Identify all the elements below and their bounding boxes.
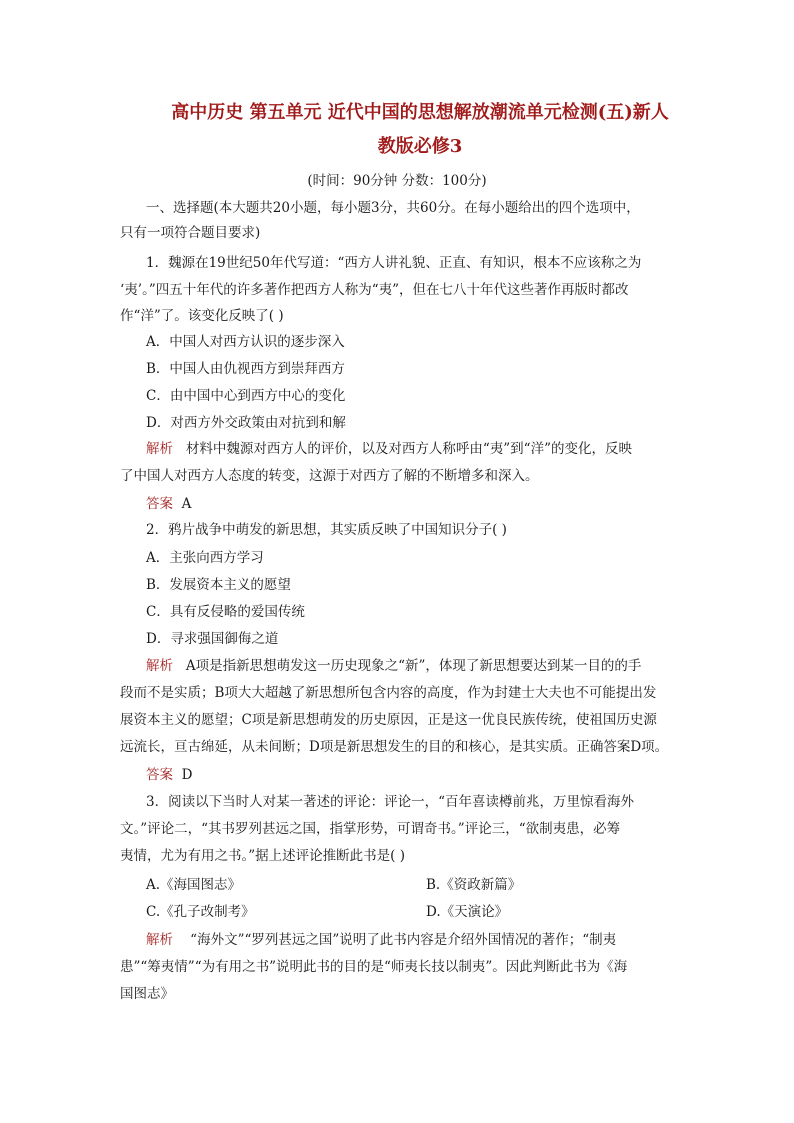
q2-analysis-line-2: 段而不是实质；B项大大超越了新思想所包含内容的高度，作为封建士大夫也不可能提出发: [120, 685, 657, 701]
q2-answer: [146, 766, 192, 784]
q1-stem-line-1: 1．魏源在19世纪50年代写道：“西方人讲礼貌、正直、有知识，根本不应该称之为: [146, 255, 642, 271]
q3-stem-line-2: 文。”评论二，“其书罗列甚远之国，指掌形势，可谓奇书。”评论三，“欲制夷患，必筹: [120, 821, 621, 837]
q2-option-b: B．发展资本主义的愿望: [146, 577, 291, 593]
q3-option-b: B.《资政新篇》: [426, 877, 522, 893]
q3-analysis-line-1: [146, 931, 616, 949]
q1-stem-line-2: ‘夷’。”四五十年代的许多著作把西方人称为“夷”，但在七八十年代这些著作再版时都改: [120, 282, 629, 298]
q3-option-c: C.《孔子改制考》: [146, 904, 255, 920]
section-heading-line-2: 只有一项符合题目要求): [120, 225, 261, 241]
q1-option-b: B．中国人由仇视西方到崇拜西方: [146, 361, 345, 377]
q3-option-d: D.《天演论》: [426, 904, 509, 920]
q2-answer-value: D: [181, 767, 193, 783]
q2-analysis-line-4: 远流长，亘古绵延，从未间断；D项是新思想发生的目的和核心，是其实质。正确答案D项。: [120, 739, 669, 755]
q2-analysis-text: A项是指新思想萌发这一历史现象之“新”，体现了新思想要达到某一目的的手: [185, 658, 642, 674]
q1-stem-line-3: 作“洋”了。该变化反映了( ): [120, 308, 284, 324]
q3-stem-line-1: 3．阅读以下当时人对某一著述的评论：评论一，“百年喜读樽前兆，万里惊看海外: [146, 794, 634, 810]
document-title-line-2: 教版必修3: [377, 136, 463, 157]
section-heading-line-1: 一、选择题(本大题共20小题，每小题3分，共60分。在每小题给出的四个选项中，: [146, 200, 640, 216]
q2-option-a: A．主张向西方学习: [146, 550, 264, 566]
q1-option-c: C．由中国中心到西方中心的变化: [146, 388, 346, 404]
q1-analysis-text: 材料中魏源对西方人的评价，以及对西方人称呼由“夷”到“洋”的变化，反映: [185, 441, 632, 457]
q2-analysis-line-3: 展资本主义的愿望；C项是新思想萌发的历史原因，正是这一优良民族传统，使祖国历史源: [120, 712, 657, 728]
q1-analysis-label: 解析: [146, 441, 173, 457]
document-title-line-1: 高中历史 第五单元 近代中国的思想解放潮流单元检测(五)新人: [171, 102, 669, 123]
q2-analysis-label: 解析: [146, 658, 173, 674]
q2-answer-label: 答案: [146, 767, 173, 783]
exam-time-score: (时间：90分钟 分数：100分): [307, 173, 487, 189]
q3-analysis-text: “海外文”“罗列甚远之国”说明了此书内容是介绍外国情况的著作；“制夷: [190, 932, 617, 948]
q1-analysis-line-1: [146, 440, 632, 458]
q3-option-a: A.《海国图志》: [146, 877, 242, 893]
q3-analysis-label: 解析: [146, 932, 173, 948]
q3-stem-line-3: 夷情，尤为有用之书。”据上述评论推断此书是( ): [120, 848, 405, 864]
q2-option-d: D．寻求强国御侮之道: [146, 631, 279, 647]
q1-analysis-line-2: 了中国人对西方人态度的转变，这源于对西方了解的不断增多和深入。: [120, 468, 539, 484]
q1-answer: [146, 495, 191, 513]
q2-analysis-line-1: [146, 657, 641, 675]
q2-option-c: C．具有反侵略的爱国传统: [146, 604, 305, 620]
q1-option-d: D．对西方外交政策由对抗到和解: [146, 415, 346, 431]
q1-answer-label: 答案: [146, 496, 173, 512]
q1-option-a: A．中国人对西方认识的逐步深入: [146, 334, 345, 350]
q2-stem-line-1: 2．鸦片战争中萌发的新思想，其实质反映了中国知识分子( ): [146, 522, 507, 538]
q1-answer-value: A: [181, 496, 192, 512]
q3-analysis-line-2: 患”“筹夷情”“为有用之书”说明此书的目的是“师夷长技以制夷”。因此判断此书为《海: [120, 959, 628, 975]
q3-analysis-line-3: 国图志》: [120, 986, 174, 1002]
